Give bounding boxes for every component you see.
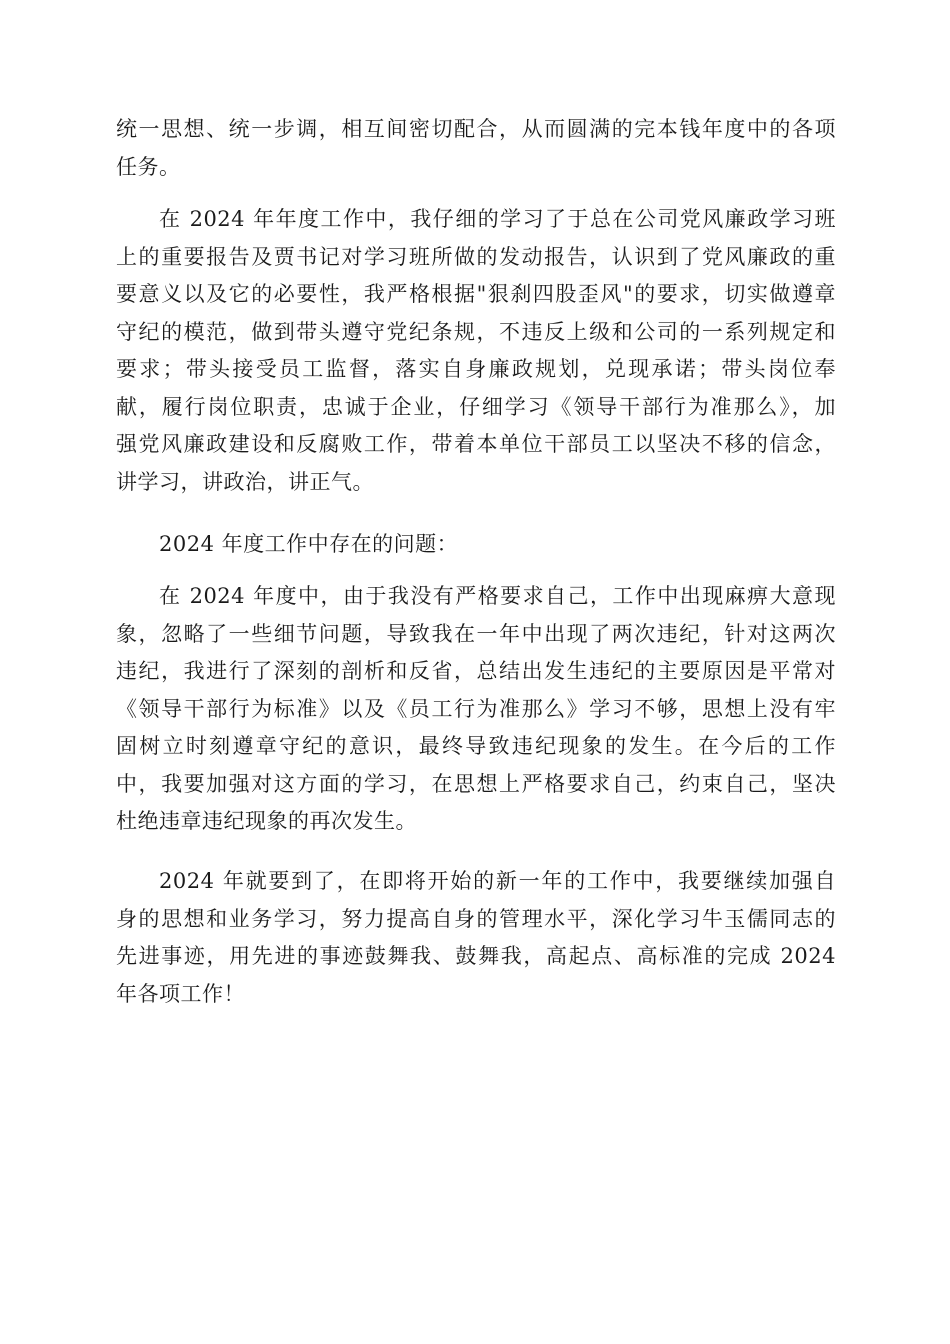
text-line: 在 2024 年年度工作中，我仔细的学习了于总在公司党风廉政学习班 bbox=[159, 207, 836, 231]
paragraph-4 bbox=[116, 578, 836, 841]
paragraph-2 bbox=[116, 201, 836, 501]
text-line: 强党风廉政建设和反腐败工作，带着本单位干部员工以坚决不移的信念， bbox=[116, 432, 836, 456]
text-line: 违纪，我进行了深刻的剖析和反省，总结出发生违纪的主要原因是平常对 bbox=[116, 659, 836, 683]
text-line: 要求；带头接受员工监督，落实自身廉政规划，兑现承诺；带头岗位奉 bbox=[116, 357, 836, 381]
text-line: 中，我要加强对这方面的学习，在思想上严格要求自己，约束自己，坚决 bbox=[116, 771, 836, 796]
text-line: 《领导干部行为标准》以及《员工行为准那么》学习不够，思想上没有牢 bbox=[116, 696, 836, 721]
paragraph-1 bbox=[116, 111, 836, 186]
text-line: 身的思想和业务学习，努力提高自身的管理水平，深化学习牛玉儒同志的 bbox=[116, 906, 836, 931]
text-line: 固树立时刻遵章守纪的意识，最终导致违纪现象的发生。在今后的工作 bbox=[116, 734, 836, 758]
text-line: 任务。 bbox=[116, 154, 181, 179]
paragraph-5 bbox=[116, 863, 836, 1013]
text-line: 象，忽略了一些细节问题，导致我在一年中出现了两次违纪，针对这两次 bbox=[116, 621, 836, 646]
text-line: 献，履行岗位职责，忠诚于企业，仔细学习《领导干部行为准那么》，加 bbox=[116, 394, 836, 419]
text-line: 先进事迹，用先进的事迹鼓舞我、鼓舞我，高起点、高标准的完成 2024 bbox=[116, 944, 836, 968]
text-line: 年各项工作！ bbox=[116, 981, 245, 1006]
text-line: 要意义以及它的必要性，我严格根据"狠刹四股歪风"的要求，切实做遵章 bbox=[116, 282, 836, 306]
text-line: 统一思想、统一步调，相互间密切配合，从而圆满的完本钱年度中的各项 bbox=[116, 117, 836, 141]
text-line: 2024 年就要到了，在即将开始的新一年的工作中，我要继续加强自 bbox=[159, 869, 836, 893]
paragraph-3 bbox=[116, 526, 836, 564]
text-line: 杜绝违章违纪现象的再次发生。 bbox=[116, 809, 417, 833]
text-line: 守纪的模范，做到带头遵守党纪条规，不违反上级和公司的一系列规定和 bbox=[116, 319, 836, 344]
text-line: 在 2024 年度中，由于我没有严格要求自己，工作中出现麻痹大意现 bbox=[159, 584, 836, 608]
text-line: 讲学习，讲政治，讲正气。 bbox=[116, 469, 374, 494]
text-line: 上的重要报告及贾书记对学习班所做的发动报告，认识到了党风廉政的重 bbox=[116, 244, 836, 269]
text-line: 2024 年度工作中存在的问题： bbox=[159, 532, 459, 556]
